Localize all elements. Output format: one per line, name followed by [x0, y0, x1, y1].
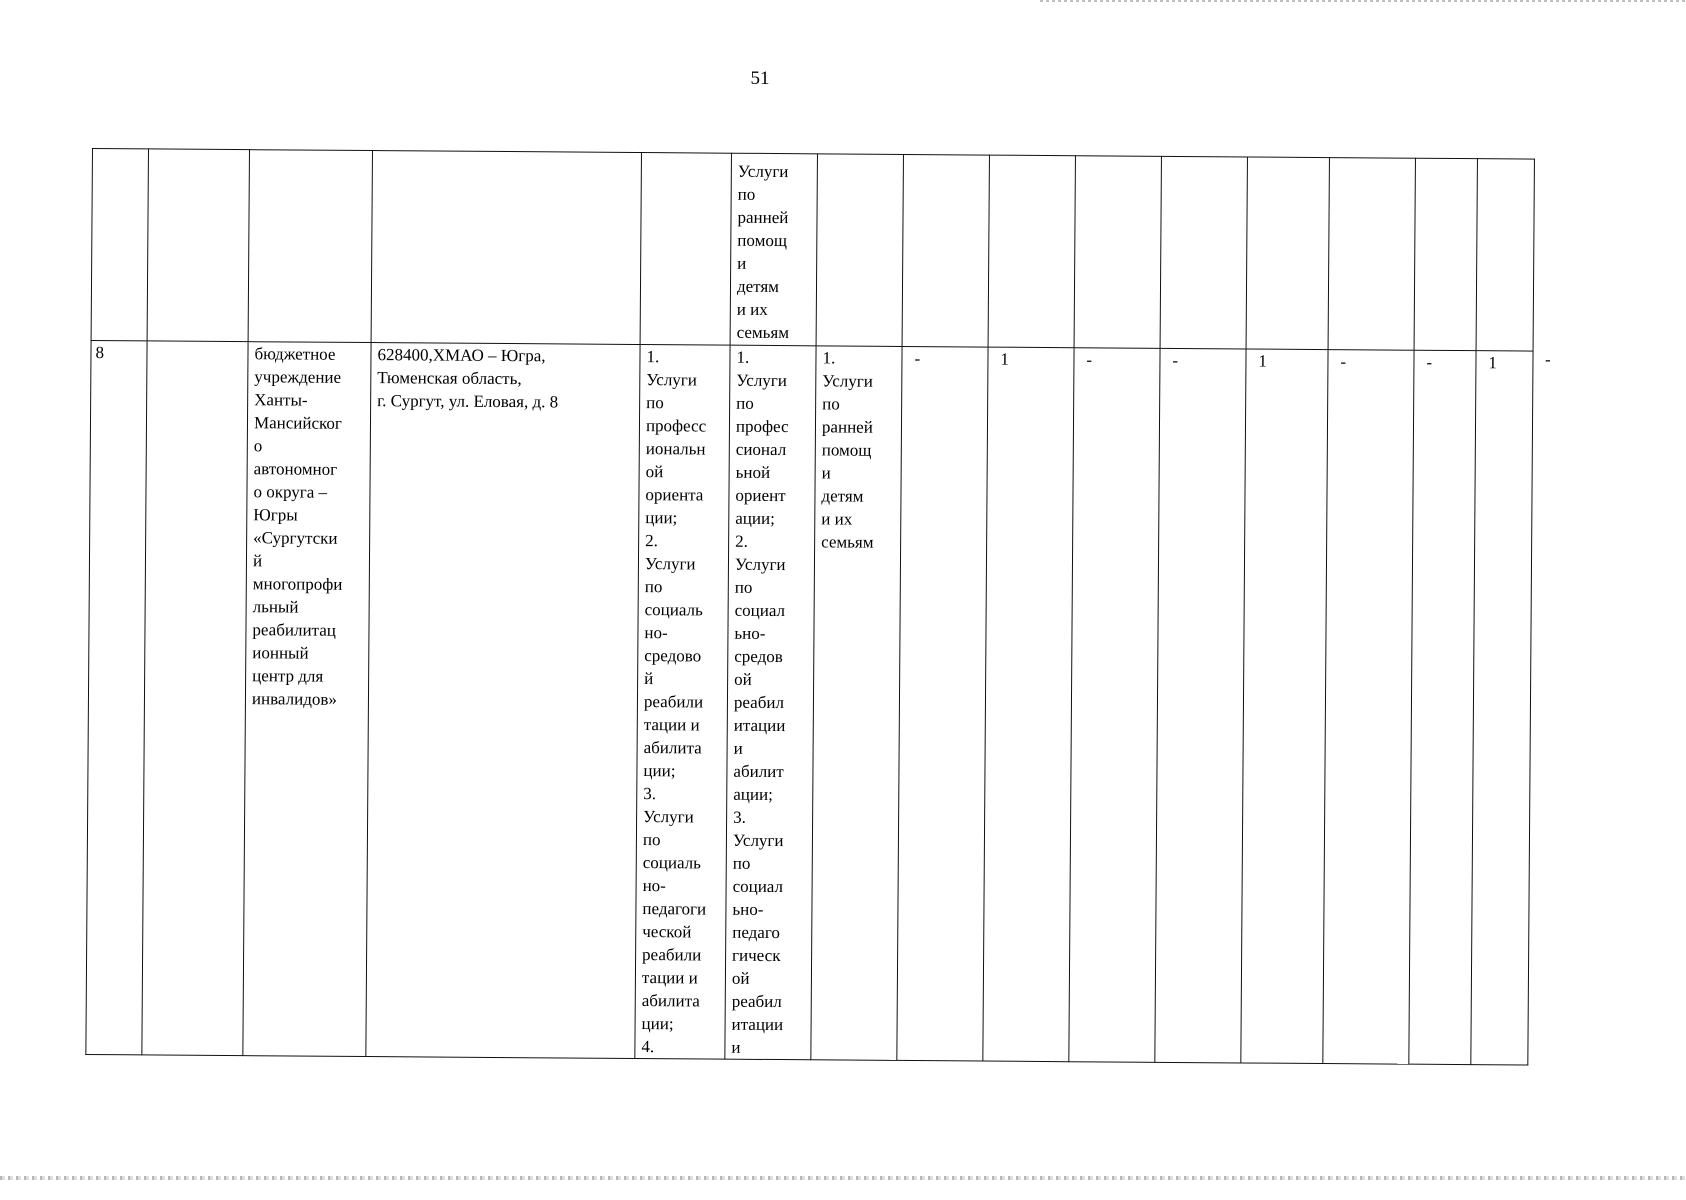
table-cell [248, 150, 372, 343]
row-number: 8 [86, 340, 147, 1054]
table-cell [640, 153, 731, 346]
value-cell: 1 [983, 347, 1074, 1062]
table-cell [816, 154, 903, 347]
table-row [86, 340, 1533, 1065]
value-cell: - [897, 346, 988, 1061]
value-cell: - [1323, 350, 1414, 1065]
value-cell: 1 [1241, 349, 1328, 1064]
table-cell [988, 155, 1075, 348]
value-cell-last: - [1545, 350, 1551, 369]
value-cell: - [1069, 348, 1160, 1063]
organization-name: бюджетное учреждение Ханты- Мансийског о автономног о округа – Югры «Сургутски й многопрофи льный реабилитац ионный центр для инвалидов» [243, 342, 371, 1057]
scan-artifact-bottom [0, 1176, 1686, 1180]
table-cell [91, 149, 148, 341]
table-cell [1074, 156, 1161, 349]
table-row [91, 149, 1534, 352]
value-cell: - [1409, 350, 1476, 1064]
table-cell [142, 341, 248, 1056]
table-cell [902, 154, 989, 347]
table-cell [1414, 158, 1477, 350]
services-list-b: 1. Услуги по профес сионал ьной ориент ации; 2. Услуги по социал ьно- средов ой реабил итации и абилит ации; 3. Услуги по социал ьно- педаго гическ ой реабил итации и [725, 345, 816, 1060]
table-cell [1328, 158, 1415, 351]
table-cell-early-help: Услуги по ранней помощ и детям и их семьям [730, 153, 817, 346]
services-table [85, 148, 1535, 1066]
table-cell [1246, 157, 1329, 350]
scan-artifact-top [1040, 0, 1686, 2]
table-cell [1476, 159, 1534, 351]
table-cell [147, 149, 249, 342]
services-list-c: 1. Услуги по ранней помощ и детям и их семьям [811, 346, 902, 1061]
page-number: 51 [750, 68, 770, 89]
value-cell: 1 [1471, 351, 1533, 1065]
services-list-a: 1. Услуги по професс иональн ой ориента ции; 2. Услуги по социаль но- средово й реабили тации и абилита ции; 3. Услуги по социаль но- педагоги ческой реабили тации и абилита ции; 4. [635, 345, 730, 1060]
table-cell [371, 151, 641, 345]
value-cell: - [1155, 348, 1246, 1063]
table-cell [1160, 156, 1247, 349]
organization-address: 628400,ХМАО – Югра, Тюменская область, г. Сургут, ул. Еловая, д. 8 [366, 343, 640, 1059]
